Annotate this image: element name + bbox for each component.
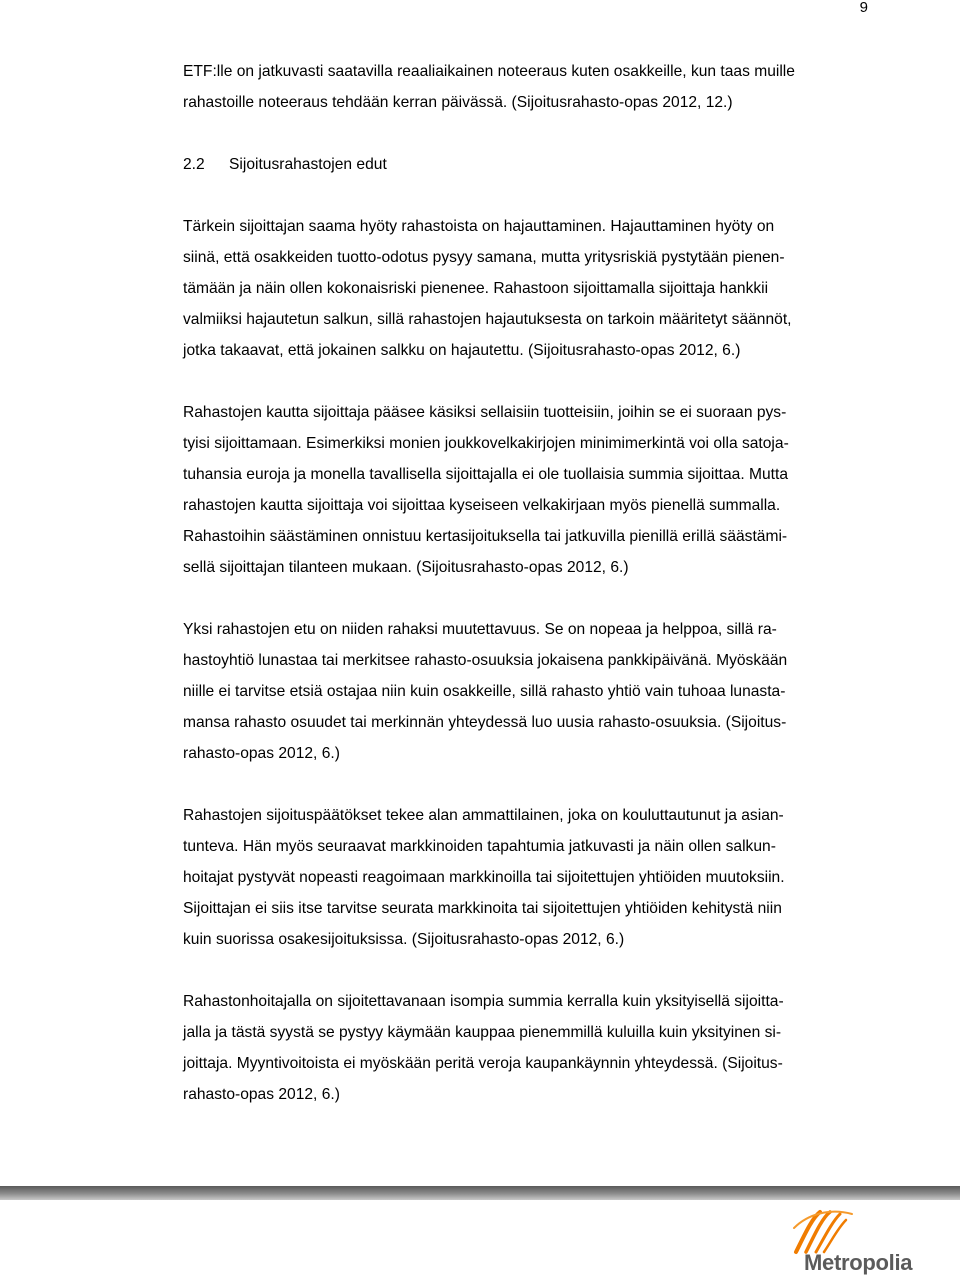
- text-line: niille ei tarvitse etsiä ostajaa niin kuin osakkeille, sillä rahasto yhtiö vain tuhoaa lunasta-: [183, 683, 786, 700]
- text-line: Rahastoihin säästäminen onnistuu kertasijoituksella tai jatkuvilla pienillä erillä säästämi-: [183, 528, 788, 545]
- metropolia-logo: [790, 1206, 930, 1276]
- text-line: tämään ja näin ollen kokonaisriski pienenee. Rahastoon sijoittamalla sijoittaja hankkii: [183, 280, 769, 297]
- text-line: Rahastonhoitajalla on sijoitettavanaan isompia summia kerralla kuin yksityisellä sijoitta-: [183, 993, 784, 1010]
- text-line: valmiiksi hajautetun salkun, sillä rahastojen hajautuksesta on tarkoin määritetyt säännöt,: [183, 311, 792, 328]
- text-line: Rahastojen kautta sijoittaja pääsee käsiksi sellaisiin tuotteisiin, joihin se ei suoraan pys-: [183, 404, 787, 421]
- paragraph: [183, 986, 873, 1110]
- text-line: jotka takaavat, että jokainen salkku on hajautettu. (Sijoitusrahasto-opas 2012, 6.): [183, 342, 741, 359]
- text-line: ETF:lle on jatkuvasti saatavilla reaaliaikainen noteeraus kuten osakkeille, kun taas muille: [183, 63, 795, 80]
- document-body: [183, 56, 873, 1110]
- metropolia-logo-mark-icon: [790, 1206, 930, 1256]
- text-line: joittaja. Myyntivoitoista ei myöskään peritä veroja kaupankäynnin yhteydessä. (Sijoitus-: [183, 1055, 783, 1072]
- text-line: mansa rahasto osuudet tai merkinnän yhteydessä luo uusia rahasto-osuuksia. (Sijoitus-: [183, 714, 787, 731]
- page-number: 9: [859, 0, 868, 16]
- text-line: kuin suorissa osakesijoituksissa. (Sijoitusrahasto-opas 2012, 6.): [183, 931, 625, 948]
- text-line: rahastojen kautta sijoittaja voi sijoittaa kyseiseen velkakirjaan myös pienellä summalla.: [183, 497, 781, 514]
- text-line: hoitajat pystyvät nopeasti reagoimaan markkinoilla tai sijoitettujen yhtiöiden muutoksiin.: [183, 869, 785, 886]
- text-line: sellä sijoittajan tilanteen mukaan. (Sijoitusrahasto-opas 2012, 6.): [183, 559, 629, 576]
- text-line: tunteva. Hän myös seuraavat markkinoiden tapahtumia jatkuvasti ja näin ollen salkun-: [183, 838, 776, 855]
- text-line: rahastoille noteeraus tehdään kerran päivässä. (Sijoitusrahasto-opas 2012, 12.): [183, 94, 733, 111]
- text-line: Tärkein sijoittajan saama hyöty rahastoista on hajauttaminen. Hajauttaminen hyöty on: [183, 218, 775, 235]
- paragraph: [183, 614, 873, 769]
- text-line: jalla ja tästä syystä se pystyy käymään kauppaa pienemmillä kuluilla kuin yksityinen si-: [183, 1024, 782, 1041]
- footer-band: [0, 1186, 960, 1200]
- text-line: tuhansia euroja ja monella tavallisella sijoittajalla ei ole tuollaisia summia sijoittaa. Mutta: [183, 466, 788, 483]
- section-number: 2.2: [183, 156, 205, 173]
- text-line: Yksi rahastojen etu on niiden rahaksi muutettavuus. Se on nopeaa ja helppoa, sillä ra-: [183, 621, 777, 638]
- text-line: rahasto-opas 2012, 6.): [183, 1086, 340, 1103]
- text-line: Rahastojen sijoituspäätökset tekee alan ammattilainen, joka on kouluttautunut ja asian-: [183, 807, 784, 824]
- logo-wordmark: Metropolia: [804, 1250, 913, 1275]
- text-line: tyisi sijoittamaan. Esimerkiksi monien joukkovelkakirjojen minimimerkintä voi olla satoja-: [183, 435, 789, 452]
- paragraph: [183, 211, 873, 366]
- section-heading: [183, 149, 873, 180]
- text-line: rahasto-opas 2012, 6.): [183, 745, 340, 762]
- intro-paragraph: [183, 56, 873, 118]
- section-title: Sijoitusrahastojen edut: [229, 156, 387, 173]
- text-line: siinä, että osakkeiden tuotto-odotus pysyy samana, mutta yritysriskiä pystytään pienen-: [183, 249, 785, 266]
- text-line: hastoyhtiö lunastaa tai merkitsee rahasto-osuuksia jokaisena pankkipäivänä. Myöskään: [183, 652, 788, 669]
- text-line: Sijoittajan ei siis itse tarvitse seurata markkinoita tai sijoitettujen yhtiöiden kehitystä niin: [183, 900, 782, 917]
- paragraph: [183, 397, 873, 583]
- paragraph: [183, 800, 873, 955]
